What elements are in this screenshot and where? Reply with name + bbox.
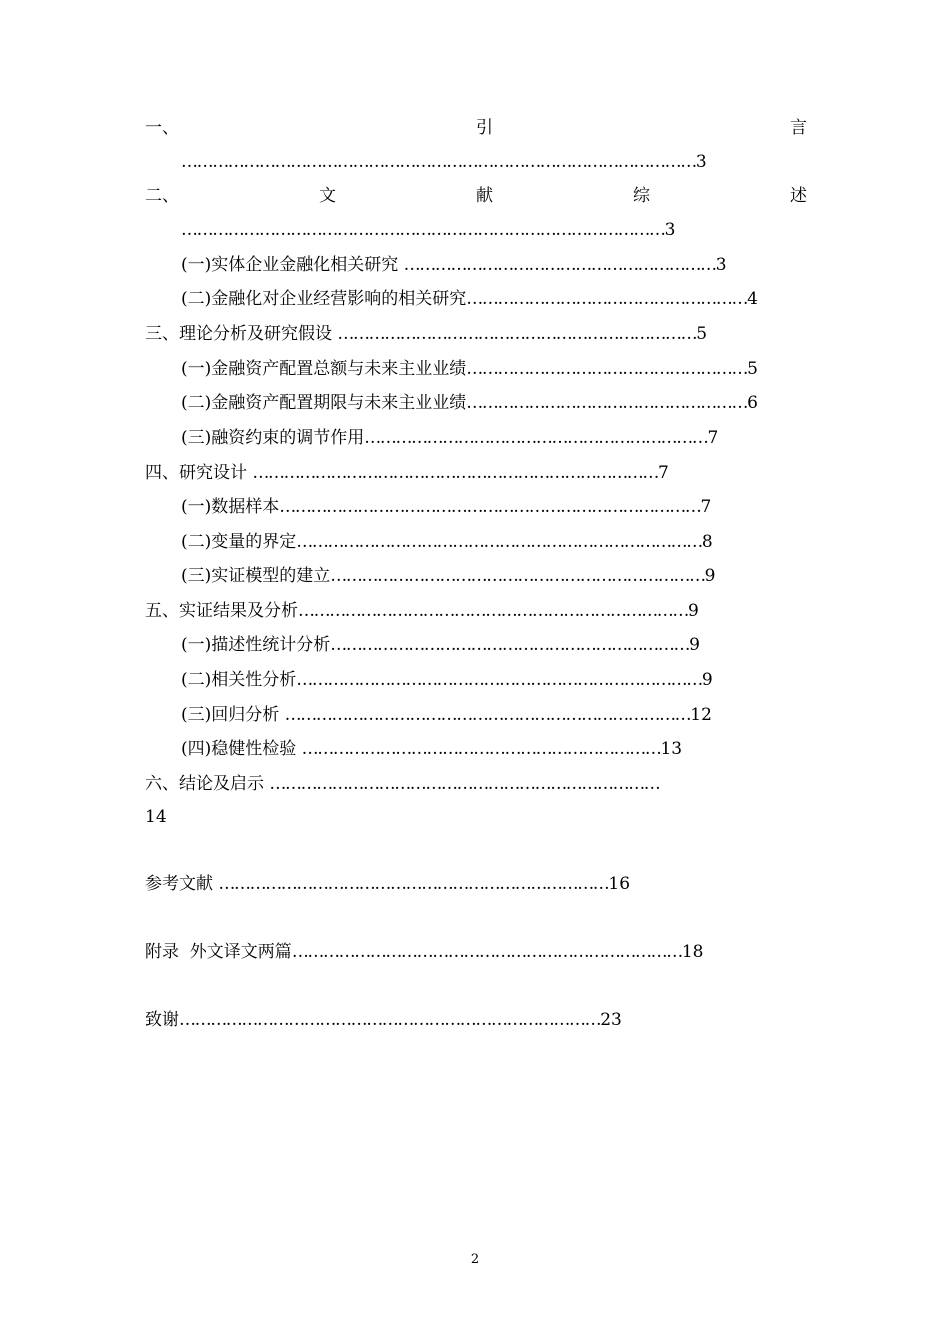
toc-page-number: 13 — [660, 739, 683, 759]
toc-entry-label: (四)稳健性检验 — [181, 739, 297, 759]
toc-entry-s3-2 — [181, 391, 758, 415]
dot-leader: ……………………………………………………………………………………… — [181, 152, 696, 172]
toc-entry-s5-2 — [181, 668, 713, 692]
dot-leader: ………………………………………………………………………………… — [181, 220, 665, 240]
dot-leader: …………………………………………………………… — [301, 739, 661, 759]
toc-entry-references — [145, 872, 630, 896]
dot-leader: ………………………………………………………………… — [298, 601, 689, 621]
toc-page-number: 5 — [747, 359, 758, 379]
toc-entry-ch1-part: 一、 — [145, 118, 179, 138]
dot-leader: ……………………………………………… — [466, 393, 748, 413]
dot-leader: …………………………………………………… — [403, 255, 716, 275]
toc-entry-label: (三)回归分析 — [181, 705, 280, 725]
toc-page-number: 23 — [600, 1010, 622, 1030]
toc-page-number: 6 — [747, 393, 758, 413]
toc-entry-label: (一)实体企业金融化相关研究 — [181, 255, 399, 275]
toc-entry-label: (一)描述性统计分析 — [181, 635, 331, 655]
toc-entry-s4-2 — [181, 530, 713, 554]
toc-entry-ch1-part: 言 — [790, 118, 807, 138]
toc-entry-ch2 — [145, 184, 807, 208]
toc-page-number: 14 — [145, 807, 167, 827]
dot-leader: ……………………………………………………………… — [330, 566, 705, 586]
dot-leader: …………………………………………………………… — [337, 324, 697, 344]
toc-entry-ch1 — [145, 116, 807, 140]
toc-entry-label: 参考文献 — [145, 874, 213, 894]
page-footer-number: 2 — [470, 1252, 480, 1267]
toc-entry-label: (一)金融资产配置总额与未来主业业绩 — [181, 359, 467, 379]
toc-entry-ch2-part: 献 — [476, 186, 493, 206]
dot-leader: …………………………………………………………………… — [296, 670, 702, 690]
toc-page-number: 9 — [688, 601, 699, 621]
toc-entry-label: 四、研究设计 — [145, 463, 247, 483]
toc-entry-label: 五、实证结果及分析 — [145, 601, 298, 621]
toc-entry-s4-3 — [181, 564, 716, 588]
toc-entry-ch6 — [145, 772, 659, 796]
toc-entry-s5-3 — [181, 703, 712, 727]
toc-entry-label: (三)融资约束的调节作用 — [181, 428, 365, 448]
toc-page-number: 7 — [700, 497, 712, 517]
toc-page-number: 8 — [701, 532, 713, 552]
toc-entry-ch6-page — [145, 805, 167, 829]
dot-leader: …………………………………………………………… — [330, 635, 690, 655]
toc-entry-label: (三)实证模型的建立 — [181, 566, 331, 586]
toc-page-number: 18 — [681, 942, 704, 962]
toc-page-number: 12 — [690, 705, 712, 725]
toc-entry-label: (一)数据样本 — [181, 497, 280, 517]
toc-entry-ch2-part: 二、 — [145, 186, 179, 206]
toc-page-number: 5 — [696, 324, 708, 344]
toc-entry-s2-1 — [181, 253, 727, 277]
toc-page-number: 3 — [664, 220, 676, 240]
toc-entry-ch5 — [145, 599, 699, 623]
dot-leader: ……………………………………………………………………… — [279, 497, 701, 517]
toc-entry-s2-2 — [181, 287, 758, 311]
toc-entry-label: (二)金融化对企业经营影响的相关研究 — [181, 289, 467, 309]
dot-leader: ……………………………………………………………………… — [179, 1010, 601, 1030]
toc-entry-ch1-part: 引 — [476, 118, 493, 138]
dot-leader: ……………………………………………… — [466, 289, 748, 309]
toc-entry-s3-1 — [181, 357, 758, 381]
dot-leader: ……………………………………………… — [466, 359, 748, 379]
toc-entry-s4-1 — [181, 495, 711, 519]
toc-page-number: 7 — [707, 428, 719, 448]
toc-entry-label: (二)金融资产配置期限与未来主业业绩 — [181, 393, 467, 413]
toc-entry-label: (二)变量的界定 — [181, 532, 297, 552]
toc-entry-ch2-part: 综 — [633, 186, 650, 206]
toc-page-number: 9 — [689, 635, 700, 655]
toc-page-number: 3 — [715, 255, 727, 275]
toc-page-number: 9 — [701, 670, 713, 690]
toc-entry-ch2-part: 文 — [319, 186, 336, 206]
dot-leader: ………………………………………………………………… — [291, 942, 682, 962]
toc-entry-s3-3 — [181, 426, 718, 450]
toc-page-number: 4 — [747, 289, 758, 309]
toc-entry-label: 三、理论分析及研究假设 — [145, 324, 332, 344]
toc-entry-ch2-part: 述 — [790, 186, 807, 206]
toc-entry-label: (二)相关性分析 — [181, 670, 297, 690]
dot-leader: …………………………………………………………………… — [252, 463, 659, 483]
dot-leader: ………………………………………………………………… — [269, 774, 660, 794]
toc-entry-ch4 — [145, 461, 669, 485]
toc-entry-ch1-leader — [181, 150, 707, 174]
toc-entry-s5-1 — [181, 633, 700, 657]
toc-page-number: 3 — [695, 152, 707, 172]
dot-leader: …………………………………………………………………… — [296, 532, 702, 552]
toc-entry-ch2-leader — [181, 218, 675, 242]
toc-entry-s5-4 — [181, 737, 682, 761]
toc-page-number: 16 — [608, 874, 631, 894]
toc-entry-label: 致谢 — [145, 1010, 179, 1030]
toc-entry-ch3 — [145, 322, 707, 346]
toc-page-number: 7 — [658, 463, 669, 483]
toc-entry-label: 附录 外文译文两篇 — [145, 942, 292, 962]
dot-leader: ………………………………………………………………… — [218, 874, 609, 894]
toc-entry-acknowledgements — [145, 1008, 622, 1032]
toc-entry-appendix — [145, 940, 703, 964]
dot-leader: ………………………………………………………… — [364, 428, 708, 448]
toc-entry-label: 六、结论及启示 — [145, 774, 264, 794]
dot-leader: …………………………………………………………………… — [284, 705, 691, 725]
toc-page-number: 9 — [704, 566, 716, 586]
